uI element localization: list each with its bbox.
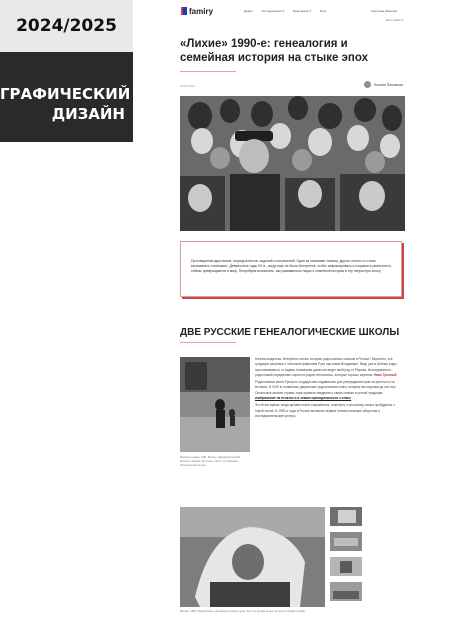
nav-link-blog[interactable]: Блог [320, 9, 327, 13]
street-photo [180, 357, 250, 452]
highlight-link[interactable]: изображение на печатях и в знаках принадлежности к семье [255, 396, 352, 401]
portfolio-panel [0, 0, 133, 632]
nav-user-menu[interactable]: Светлана Иванова [370, 9, 397, 13]
nav-links [244, 9, 336, 13]
portfolio-title-line-1: ГРАФИЧЕСКИЙ [0, 85, 131, 103]
thumbnail[interactable] [330, 557, 362, 576]
article-date: 28.03.2024 [180, 84, 196, 88]
nav-link-research[interactable]: Исследования ▾ [261, 9, 285, 13]
article-title: «Лихие» 1990-е: генеалогия и семейная история на стыке эпох [180, 38, 368, 64]
woman-photo-svg [180, 507, 325, 607]
thumbnail-strip [330, 507, 362, 607]
section-divider [180, 342, 236, 343]
nav-link-brak[interactable]: Брак-анкей ▾ [293, 9, 312, 13]
thumbnail[interactable] [330, 582, 362, 601]
thumbnail-svg [330, 507, 362, 526]
year-label: 2024/2025 [0, 0, 133, 52]
thumbnail-svg [330, 532, 362, 551]
hero-photo [180, 96, 405, 231]
author-name: Ксения Пахомова [374, 82, 403, 87]
thumbnail[interactable] [330, 532, 362, 551]
article-author[interactable] [364, 81, 403, 88]
title-divider [180, 71, 236, 72]
thumbnail-svg [330, 582, 362, 601]
article-body [255, 357, 403, 421]
portfolio-title [0, 52, 133, 142]
highlight-link[interactable]: Иван Грозный [373, 372, 397, 377]
woman-photo [180, 507, 325, 607]
photo-caption: Фрагмент кадра, 1991. Митинг «Демократической России». Москва. Источник: ТАСС. Из собрания Исторического музея. [180, 456, 241, 467]
top-nav [180, 4, 405, 18]
body-paragraph: Начнем издалека. Интересно читать истории родословных списков в России? Вероятно, эта традиция началась с Чингизов правления Руси при князе Владимире. Ведь уже в Библии роды прослеживаются от Адама. Княжеская династия ведет свой род от Рюрика. Исследователи родословий определяют корни из родов летописных, которые хорошо изучены. Иван Грозный [255, 357, 397, 377]
body-paragraph: Родословные книги Русского государства создавались для утверждения прав на престол и на вотчины. В XVIII в. появились дворянские родословные книги, которые мы изучаем до сих пор. Остальные жители страны тоже хранили сведения о своих семьях в устной традиции. изображение на печатях и в знаках принадлежности к семье [255, 380, 397, 401]
nav-sub-menu[interactable]: Мои права ▾ [385, 18, 403, 22]
thumbnail[interactable] [330, 507, 362, 526]
photo-caption: Москва, 1990. Подмосковье. Женщина на берегу реки. Фото из архива семьи. Источник: Russia in photo. [180, 610, 306, 613]
website-mockup [180, 0, 405, 632]
thumbnail-svg [330, 557, 362, 576]
street-photo-svg [180, 357, 250, 452]
lead-box: Противоречия двух веков, период взлетов, падений и потрясений. Одни их называют такими, другие отчего-то стали вспоминать «святыми». Девяностые годы ХХ в., когда еще не было Интернета, чтобы зафиксировать и сохранить реальность, сейчас превращаются в миф. Попробуем вспомнить, как развивалось наука о семейной истории в эту непростую эпоху. [180, 241, 402, 297]
nav-link-tree[interactable]: Древо [244, 9, 253, 13]
hero-photo-svg [180, 96, 405, 231]
site-logo[interactable] [181, 7, 213, 16]
logo-icon [181, 7, 187, 15]
portfolio-title-line-2: ДИЗАЙН [51, 105, 125, 123]
logo-text: famiry [189, 6, 214, 16]
body-paragraph: Это было время, когда архивы стали открываться, а интерес к прошлому семьи пробудился с новой силой. В 1990-е годы в России возникли первые генеалогические общества и исследовательские центры. [255, 403, 395, 418]
avatar [364, 81, 371, 88]
section-title: ДВЕ РУССКИЕ ГЕНЕАЛОГИЧЕСКИЕ ШКОЛЫ [180, 327, 400, 338]
